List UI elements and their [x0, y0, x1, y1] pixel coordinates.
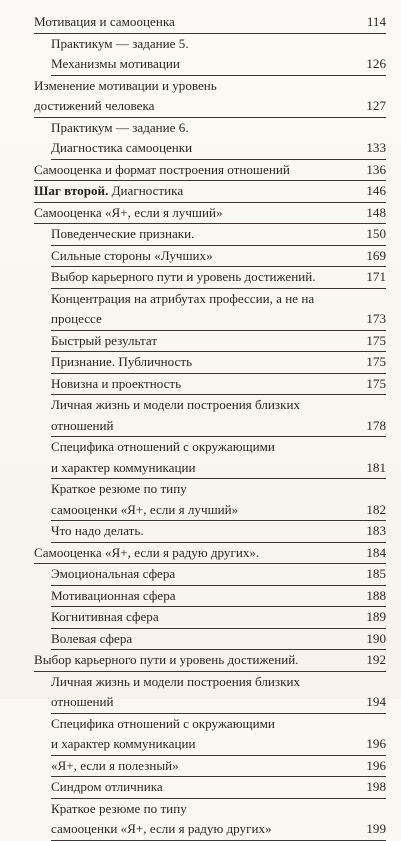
toc-entry [51, 479, 386, 521]
toc-page-number: 150 [366, 226, 386, 241]
toc-entry-title-text: Поведенческие признаки. [51, 226, 195, 241]
toc-entry-title [34, 543, 259, 564]
toc-entry-title-text: самооценки «Я+, если я лучший» [51, 501, 239, 517]
toc-entry-line [51, 224, 386, 245]
toc-entry-line [51, 289, 386, 310]
toc-page-number: 175 [366, 354, 386, 369]
toc-entry-title [51, 607, 159, 628]
toc-entry [51, 267, 386, 289]
toc-entry-line [51, 395, 386, 416]
toc-entry-line [51, 672, 386, 693]
toc-entry-title [51, 586, 176, 607]
toc-entry-title [51, 479, 187, 500]
toc-entry-title-text: Что надо делать. [51, 523, 144, 538]
toc-entry-line [51, 267, 386, 288]
toc-entry [34, 543, 386, 565]
toc-entry-title-text: Выбор карьерного пути и уровень достижений. [51, 269, 316, 284]
toc-entry-title-text: Специфика отношений с окружающими [51, 439, 275, 454]
toc-page-number: 184 [366, 544, 386, 560]
toc-entry-title [51, 289, 314, 310]
toc-entry-title [34, 12, 175, 33]
toc-entry-title-text: Быстрый результат [51, 332, 158, 348]
toc-entry-line [51, 586, 386, 607]
toc-entry-line [51, 629, 386, 650]
toc-entry-title [51, 118, 189, 139]
toc-entry-title-text: отношений [51, 417, 114, 433]
toc-entry [51, 246, 386, 268]
toc-page-number: 199 [366, 821, 386, 836]
toc-entry-title-text: Волевая сфера [51, 630, 133, 646]
toc-entry [51, 34, 386, 76]
toc-entry [51, 714, 386, 756]
toc-entry-title-text: Краткое резюме по типу [51, 481, 187, 496]
toc-entry-title [51, 799, 187, 820]
toc-entry-title-text: Выбор карьерного пути и уровень достижений. [34, 652, 299, 667]
toc-entry-line [51, 777, 386, 798]
toc-entry-title-text: Когнитивная сфера [51, 609, 159, 624]
toc-entry-title [51, 629, 132, 650]
toc-entry-line [34, 12, 386, 33]
toc-entry-title-text: Практикум — задание 5. [51, 35, 189, 51]
toc-entry-title [34, 160, 290, 181]
toc-entry [51, 672, 386, 714]
toc-entry-title-text: Диагностика самооценки [51, 140, 193, 155]
toc-entry [51, 331, 386, 353]
toc-entry-line [51, 479, 386, 500]
toc-entry-title [51, 692, 114, 713]
toc-entry [51, 352, 386, 374]
toc-page-number: 169 [366, 247, 386, 263]
toc-page-number: 190 [366, 630, 386, 646]
toc-page-number: 188 [366, 587, 386, 603]
toc-entry-line [34, 650, 386, 671]
toc-page-number: 148 [366, 204, 386, 220]
toc-entry [51, 799, 386, 841]
toc-entry-title [51, 756, 179, 777]
toc-entry [34, 76, 386, 118]
toc-entry-title [51, 352, 192, 373]
toc-entry [34, 181, 386, 203]
toc-entry-line [51, 416, 386, 437]
toc-entry-title-text: отношений [51, 694, 114, 709]
toc-entry-title [51, 521, 144, 542]
toc-entry-title [51, 54, 180, 75]
toc-entry-line [51, 714, 386, 735]
toc-entry-title-text: Механизмы мотивации [51, 56, 180, 71]
toc-entry-title-text: Новизна и проектность [51, 375, 182, 391]
toc-entry [51, 586, 386, 608]
toc-entry-title-text: Синдром отличника [51, 779, 163, 794]
toc-entry-title-text: Практикум — задание 6. [51, 119, 189, 135]
toc-entry [51, 777, 386, 799]
toc-entry-title-text: Сильные стороны «Лучших» [51, 247, 213, 263]
toc-entry-line [51, 756, 386, 777]
toc-entry-title-text: Специфика отношений с окружающими [51, 715, 275, 731]
toc-entry-title [51, 395, 300, 416]
toc-entry-line [51, 352, 386, 373]
toc-entry-title-text: Личная жизнь и модели построения близких [51, 397, 301, 412]
toc-page-number: 185 [366, 566, 386, 581]
toc-entry-title [51, 500, 238, 521]
toc-entry-title [51, 34, 189, 55]
toc-entry-title [34, 76, 217, 97]
toc-entry-line [51, 437, 386, 458]
toc-page-number: 175 [366, 332, 386, 348]
toc-entry-title-text: Личная жизнь и модели построения близких [51, 673, 301, 689]
toc-entry-title-text: Концентрация на атрибутах профессии, а не на [51, 290, 315, 306]
toc-entry-title-text: Самооценка и формат построения отношений [34, 161, 290, 177]
toc-entry-title-text: Признание. Публичность [51, 354, 193, 369]
toc-page-number: 198 [366, 779, 386, 794]
toc-entry-title [51, 267, 316, 288]
toc-entry-line [51, 692, 386, 713]
toc-entry-line [34, 160, 386, 181]
toc-entry-title-text: достижений человека [34, 98, 155, 113]
toc-entry [51, 629, 386, 651]
toc-entry-line [34, 76, 386, 97]
toc-page-number: 196 [366, 736, 386, 751]
toc-entry-line [34, 96, 386, 117]
toc-entry [34, 12, 386, 34]
toc-page-number: 126 [366, 56, 386, 71]
toc-entry-title [51, 714, 275, 735]
toc-page-number: 171 [366, 269, 386, 284]
toc-entry [51, 564, 386, 586]
toc-entry-line [51, 54, 386, 75]
toc-entry-line [34, 543, 386, 564]
toc-entry-title [51, 734, 196, 755]
toc-entry [51, 118, 386, 160]
toc-entry-line [51, 819, 386, 840]
toc-entry-title [51, 246, 213, 267]
toc-entry-line [34, 203, 386, 224]
toc-entry-title-text: самооценки «Я+, если я радую других» [51, 821, 272, 836]
toc-page-number: 175 [366, 375, 386, 391]
toc-entry-line [51, 309, 386, 330]
toc-entry [51, 224, 386, 246]
toc-entry [51, 607, 386, 629]
toc-page-number: 181 [366, 459, 386, 475]
toc-entry-title [51, 777, 163, 798]
toc-entry [34, 650, 386, 672]
toc-page-number: 182 [366, 501, 386, 517]
toc-entry-bold-prefix: Шаг второй. [34, 183, 109, 198]
toc-entry-title-text: Мотивация и самооценка [34, 14, 175, 29]
toc-entry [51, 289, 386, 331]
toc-entry-title [34, 96, 154, 117]
table-of-contents [34, 12, 386, 841]
toc-entry-title-text: Эмоциональная сфера [51, 566, 176, 581]
toc-entry-title [51, 564, 175, 585]
toc-entry [51, 437, 386, 479]
toc-entry-line [51, 607, 386, 628]
toc-entry-line [51, 138, 386, 159]
toc-entry-line [51, 458, 386, 479]
toc-page-number: 133 [366, 140, 386, 155]
toc-entry-title-text: и характер коммуникации [51, 459, 196, 475]
toc-entry-title [34, 203, 223, 224]
toc-entry [51, 521, 386, 543]
toc-page-number: 196 [366, 757, 386, 773]
toc-entry-title-text: Изменение мотивации и уровень [34, 77, 217, 93]
toc-entry [51, 756, 386, 778]
toc-entry-title-text: Самооценка «Я+, если я радую других». [34, 544, 260, 560]
toc-entry-title [51, 672, 300, 693]
toc-page-number: 178 [366, 417, 386, 433]
toc-entry-title [51, 416, 114, 437]
toc-entry-line [51, 734, 386, 755]
toc-page-number: 194 [366, 694, 386, 709]
toc-entry-title [51, 309, 102, 330]
toc-entry-line [51, 521, 386, 542]
toc-entry-title [34, 181, 183, 202]
toc-entry-title-text: процессе [51, 311, 102, 326]
toc-entry-title-text: «Я+, если я полезный» [51, 757, 179, 773]
toc-page-number: 192 [366, 652, 386, 667]
toc-entry-title [51, 374, 181, 395]
toc-entry-title-text: Диагностика [108, 183, 184, 198]
toc-page-number: 146 [366, 183, 386, 198]
toc-page-number: 114 [366, 14, 386, 29]
toc-page-number: 183 [366, 523, 386, 538]
toc-page-number: 189 [366, 609, 386, 624]
toc-page-number: 127 [366, 98, 386, 113]
toc-page-number: 136 [366, 161, 386, 177]
toc-entry-title [34, 650, 299, 671]
toc-entry-title-text: Краткое резюме по типу [51, 800, 187, 816]
toc-entry-title [51, 458, 196, 479]
toc-entry-title [51, 224, 194, 245]
toc-entry-line [51, 246, 386, 267]
toc-entry-title [51, 331, 157, 352]
toc-entry-title-text: и характер коммуникации [51, 736, 196, 751]
toc-entry-title-text: Мотивационная сфера [51, 587, 176, 603]
toc-page-number: 173 [366, 311, 386, 326]
toc-entry-line [34, 181, 386, 202]
toc-entry [51, 374, 386, 396]
toc-entry-line [51, 118, 386, 139]
toc-entry-line [51, 799, 386, 820]
toc-entry-line [51, 34, 386, 55]
toc-entry-title [51, 437, 275, 458]
toc-entry-line [51, 564, 386, 585]
toc-entry-line [51, 331, 386, 352]
toc-entry-line [51, 374, 386, 395]
toc-entry-title [51, 138, 192, 159]
toc-entry [34, 203, 386, 225]
toc-entry-line [51, 500, 386, 521]
toc-entry-title [51, 819, 272, 840]
toc-entry [34, 160, 386, 182]
toc-entry [51, 395, 386, 437]
toc-entry-title-text: Самооценка «Я+, если я лучший» [34, 204, 223, 220]
